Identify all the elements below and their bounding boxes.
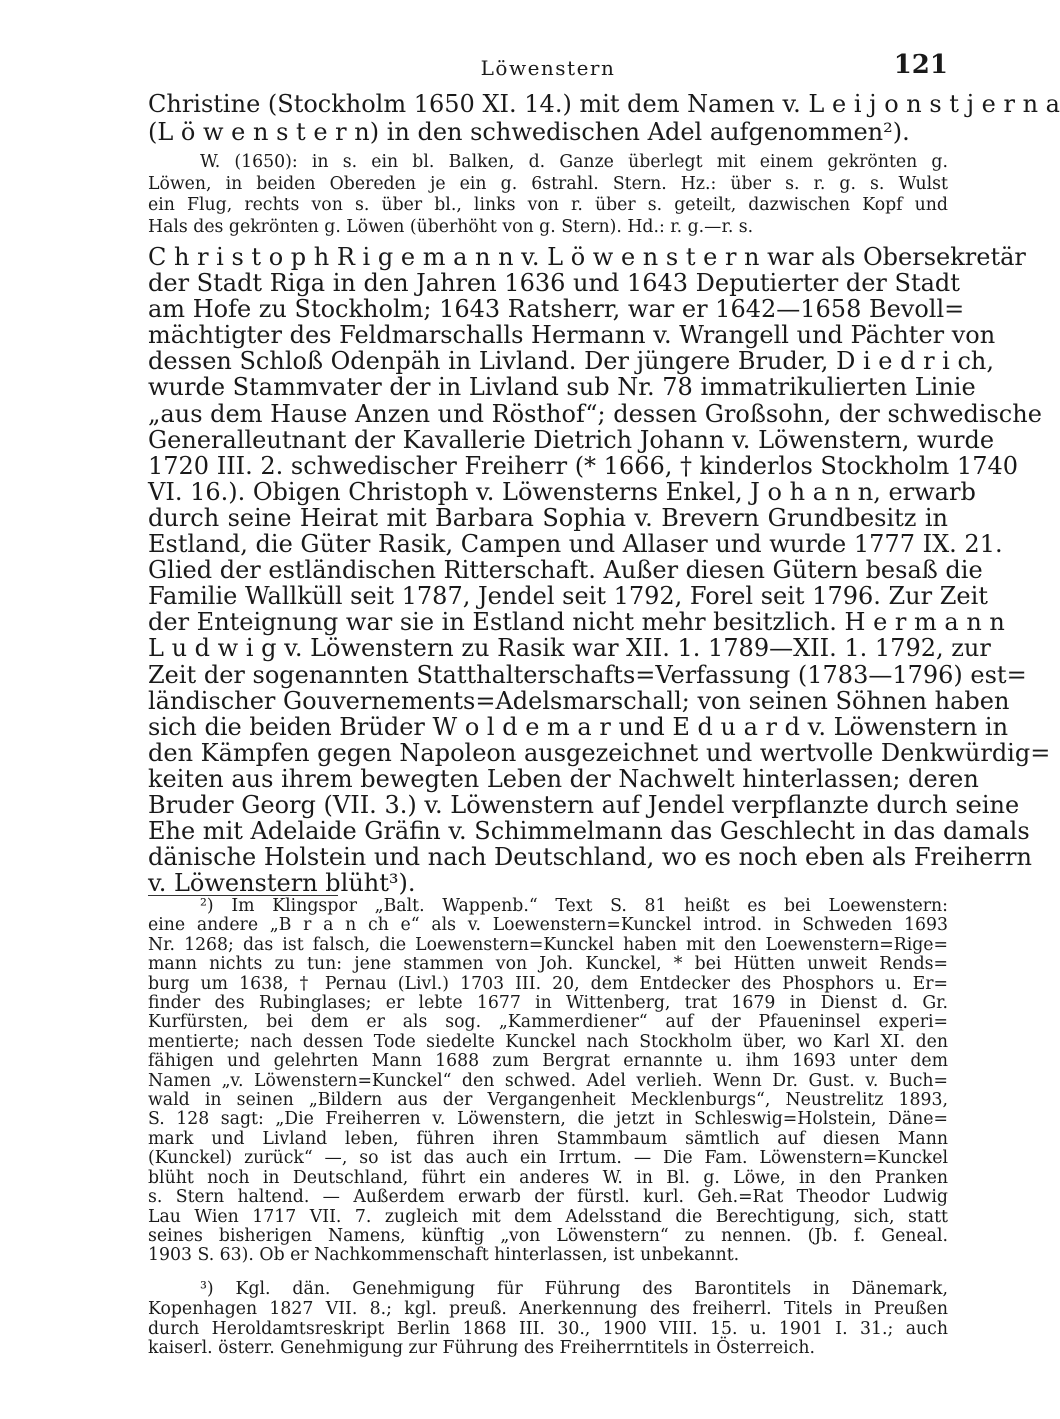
- text-line: C h r i s t o p h R i g e m a n n v. L ö w e n s t e r n war als Obersekretär: [148, 243, 1026, 271]
- text-line: 1720 III. 2. schwedischer Freiherr (* 1666, † kinderlos Stockholm 1740: [148, 451, 1018, 480]
- text-line: Nr. 1268; das ist falsch, die Loewenstern=Kunckel haben mit den Loewenstern=Rige=: [148, 934, 948, 955]
- text-line: ³) Kgl. dän. Genehmigung für Führung des Barontitels in Dänemark,: [200, 1279, 948, 1299]
- text-line: v. Löwenstern blüht³).: [148, 869, 416, 898]
- text-line: Ehe mit Adelaide Gräfin v. Schimmelmann das Geschlecht in das damals: [148, 817, 1030, 846]
- text-line: wald in seinen „Bildern aus der Vergangenheit Mecklenburgs“, Neustrelitz 1893,: [148, 1090, 948, 1111]
- text-line: Kopenhagen 1827 VII. 8.; kgl. preuß. Anerkennung des freiherrl. Titels in Preußen: [148, 1298, 948, 1319]
- text-line: mächtigter des Feldmarschalls Hermann v. Wrangell und Pächter von: [148, 321, 996, 350]
- text-line: s. Stern haltend. — Außerdem erwarb der fürstl. kurl. Geh.=Rat Theodor Ludwig: [148, 1187, 948, 1208]
- text-line: W. (1650): in s. ein bl. Balken, d. Ganze überlegt mit einem gekrönten g.: [200, 152, 948, 172]
- text-line: Namen „v. Löwenstern=Kunckel“ den schwed. Adel verlieh. Wenn Dr. Gust. v. Buch=: [148, 1070, 948, 1091]
- text-line: dänische Holstein und nach Deutschland, wo es noch eben als Freiherrn: [148, 843, 1032, 872]
- text-line: dessen Schloß Odenpäh in Livland. Der jüngere Bruder, D i e d r i ch,: [148, 347, 994, 376]
- text-line: 1903 S. 63). Ob er Nachkommenschaft hinterlassen, ist unbekannt.: [148, 1245, 740, 1266]
- text-line: Hals des gekrönten g. Löwen (überhöht von g. Stern). Hd.: r. g.—r. s.: [148, 216, 754, 237]
- text-line: mark und Livland leben, führen ihren Stammbaum sämtlich auf diesen Mann: [148, 1128, 948, 1149]
- text-line: finder des Rubinglases; er lebte 1677 in Wittenberg, trat 1679 in Dienst d. Gr.: [148, 993, 948, 1014]
- text-line: burg um 1638, † Pernau (Livl.) 1703 III. 20, dem Entdecker des Phosphors u. Er=: [148, 973, 948, 994]
- intro-paragraph: [148, 90, 1060, 146]
- text-line: Bruder Georg (VII. 3.) v. Löwenstern auf Jendel verpflanzte durch seine: [148, 790, 1020, 819]
- text-line: VI. 16.). Obigen Christoph v. Löwensterns Enkel, J o h a n n, erwarb: [148, 477, 976, 506]
- text-line: am Hofe zu Stockholm; 1643 Ratsherr, war er 1642—1658 Bevoll=: [148, 295, 965, 324]
- text-line: Familie Wallküll seit 1787, Jendel seit 1792, Forel seit 1796. Zur Zeit: [148, 582, 988, 611]
- text-line: Kurfürsten, bei dem er als sog. „Kammerdiener“ auf der Pfaueninsel experi=: [148, 1012, 948, 1033]
- text-line: Christine (Stockholm 1650 XI. 14.) mit dem Namen v. L e i j o n s t j e r n a: [148, 90, 1060, 118]
- running-title: Löwenstern: [480, 56, 616, 80]
- text-line: Lau Wien 1717 VII. 7. zugleich mit dem Adelsstand die Berechtigung, sich, statt: [148, 1206, 948, 1227]
- text-line: Löwen, in beiden Obereden je ein g. 6strahl. Stern. Hz.: über s. r. g. s. Wulst: [148, 173, 948, 194]
- text-line: sich die beiden Brüder W o l d e m a r und E d u a r d v. Löwenstern in: [148, 712, 1009, 741]
- main-paragraph: [148, 243, 1051, 898]
- footnote-2: [148, 897, 948, 1266]
- page-header: [148, 50, 948, 86]
- coat-of-arms-description: [148, 152, 948, 238]
- text-line: L u d w i g v. Löwenstern zu Rasik war XII. 1. 1789—XII. 1. 1792, zur: [148, 634, 991, 663]
- text-line: ländischer Gouvernements=Adelsmarschall; von seinen Söhnen haben: [148, 686, 1010, 715]
- text-line: mann nichts zu tun: jene stammen von Joh. Kunckel, * bei Hütten unweit Rends=: [148, 954, 948, 975]
- text-line: Glied der estländischen Ritterschaft. Außer diesen Gütern besaß die: [148, 556, 983, 585]
- text-line: keiten aus ihrem bewegten Leben der Nachwelt hinterlassen; deren: [148, 764, 979, 793]
- text-line: mentierte; nach dessen Tode siedelte Kunckel nach Stockholm über, wo Karl XI. den: [148, 1031, 948, 1052]
- text-line: der Stadt Riga in den Jahren 1636 und 1643 Deputierter der Stadt: [148, 269, 960, 298]
- text-line: S. 128 sagt: „Die Freiherren v. Löwenstern, die jetzt in Schleswig=Holstein, Däne=: [148, 1109, 948, 1130]
- text-line: fähigen und gelehrten Mann 1688 zum Bergrat ernannte u. ihm 1693 unter dem: [148, 1051, 948, 1072]
- text-line: eine andere „B r a n ch e“ als v. Loewenstern=Kunckel introd. in Schweden 1693: [148, 915, 948, 936]
- text-line: Estland, die Güter Rasik, Campen und Allaser und wurde 1777 IX. 21.: [148, 530, 1003, 559]
- text-line: seines bisherigen Namens, künftig „von Löwenstern“ zu nennen. (Jb. f. Geneal.: [148, 1225, 948, 1246]
- text-line: durch seine Heirat mit Barbara Sophia v. Brevern Grundbesitz in: [148, 503, 948, 532]
- text-line: Generalleutnant der Kavallerie Dietrich Johann v. Löwenstern, wurde: [148, 425, 995, 454]
- text-line: ein Flug, rechts von s. über bl., links von r. über s. geteilt, dazwischen Kopf und: [148, 195, 948, 215]
- text-line: Zeit der sogenannten Statthalterschafts=Verfassung (1783—1796) est=: [148, 660, 1027, 689]
- text-line: blüht noch in Deutschland, führt ein anderes W. in Bl. g. Löwe, in den Pranken: [148, 1167, 948, 1188]
- text-line: ²) Im Klingspor „Balt. Wappenb.“ Text S. 81 heißt es bei Loewenstern:: [200, 896, 948, 916]
- text-line: wurde Stammvater der in Livland sub Nr. 78 immatrikulierten Linie: [148, 373, 976, 402]
- text-line: durch Heroldamtsreskript Berlin 1868 III. 30., 1900 VIII. 15. u. 1901 I. 31.; auch: [148, 1318, 948, 1339]
- text-line: der Enteignung war sie in Estland nicht mehr besitzlich. H e r m a n n: [148, 608, 1005, 637]
- page-number: 121: [893, 50, 948, 80]
- text-line: kaiserl. österr. Genehmigung zur Führung des Freiherrntitels in Österreich.: [148, 1338, 815, 1359]
- text-line: (L ö w e n s t e r n) in den schwedischen Adel aufgenommen²).: [148, 118, 910, 146]
- text-line: den Kämpfen gegen Napoleon ausgezeichnet und wertvolle Denkwürdig=: [148, 738, 1051, 767]
- text-line: „aus dem Hause Anzen und Rösthof“; dessen Großsohn, der schwedische: [148, 399, 1042, 428]
- text-line: (Kunckel) zurück“ —, so ist das auch ein Irrtum. — Die Fam. Löwenstern=Kunckel: [148, 1148, 948, 1169]
- footnote-3: [148, 1280, 948, 1359]
